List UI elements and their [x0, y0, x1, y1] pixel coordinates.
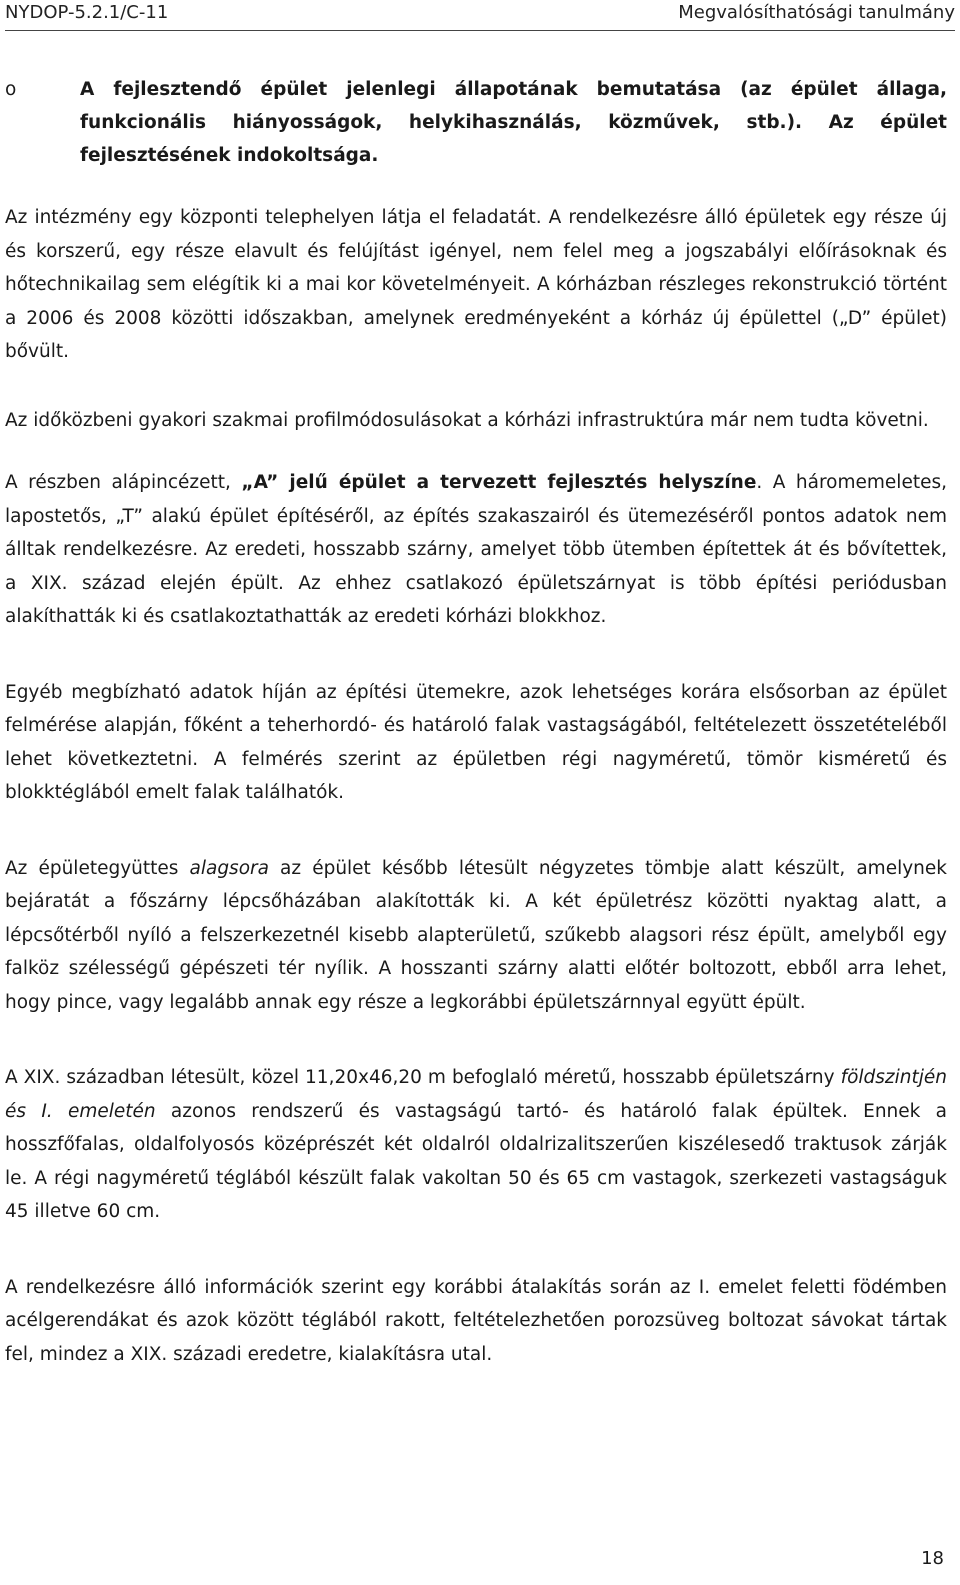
paragraph-3-end: . A háromemeletes, lapostetős, „T” alakú épület építéséről, az építés szakaszairól és ütemezéséről pontos adatok nem álltak rendelkezésre. Az eredeti, hosszabb szárny, amelyet több ütemben építettek át és bővítettek, a XIX. század elején épült. Az ehhez csatlakozó épületszárnyat is több építési periódusban alakíthatták ki és csatlakoztathatták az eredeti kórházi blokkhoz.	[5, 472, 947, 627]
paragraph-6-end: azonos rendszerű és vastagságú tartó- és határoló falak épültek. Ennek a hosszfőfalas, oldalfolyosós középrészét két oldalról oldalrizalitszerűen kiszélesedő traktusok zárják le. A régi nagyméretű téglából készült falak vakoltan 50 és 65 cm vastagok, szerkezeti vastagságuk 45 illetve 60 cm.	[5, 1100, 947, 1222]
bullet-marker: o	[5, 79, 17, 100]
header-document-title: Megvalósíthatósági tanulmány	[678, 2, 955, 23]
page-header	[5, 0, 955, 31]
paragraph-2: Az időközbeni gyakori szakmai profilmódosulásokat a kórházi infrastruktúra már nem tudta követni.	[5, 409, 929, 431]
document-body	[5, 73, 947, 1371]
paragraph-3-start: A részben alápincézett,	[5, 472, 242, 493]
paragraph-5-end: az épület később létesült négyzetes tömbje alatt készült, amelynek bejáratát a főszárny lépcsőházában alakították ki. A két épületrész közötti nyaktag alatt, a lépcsőtérből nyíló a felszerkezetnél kisebb alapterületű, szűkebb alagsori rész épült, amelyből egy falköz szélességű gépészeti tér nyílik. A hosszanti szárny alatti előtér boltozott, ebből arra lehet, hogy pince, vagy legalább annak egy része a legkorábbi épületszárnnyal együtt épült.	[5, 857, 947, 1013]
paragraph-3-bold: „A” jelű épület a tervezett fejlesztés helyszíne	[241, 472, 757, 493]
section-heading	[5, 73, 947, 172]
paragraph-6-italic: földszintjén és I. emeletén	[5, 1067, 947, 1122]
paragraph-3	[5, 466, 947, 634]
paragraph-4: Egyéb megbízható adatok híján az építési ütemekre, azok lehetséges korára elsősorban az épület felmérése alapján, főként a teherhordó- és határoló falak vastagságából, feltételezett összetételéből lehet következtetni. A felmérés szerint az épületben régi nagyméretű, tömör kisméretű és blokktéglából emelt falak találhatók.	[5, 681, 947, 803]
paragraph-6	[5, 1061, 947, 1229]
paragraph-5	[5, 852, 947, 1020]
page-number: 18	[921, 1548, 944, 1569]
header-document-code: NYDOP-5.2.1/C-11	[5, 2, 169, 23]
section-heading-text: A fejlesztendő épület jelenlegi állapotának bemutatása (az épület állaga, funkcionális hiányosságok, helykihasználás, közművek, stb.). Az épület fejlesztésének indokoltsága.	[80, 79, 947, 166]
paragraph-5-start: Az épületegyüttes	[5, 857, 190, 879]
paragraph-5-italic: alagsora	[189, 857, 269, 879]
paragraph-1: Az intézmény egy központi telephelyen látja el feladatát. A rendelkezésre álló épületek egy része új és korszerű, egy része elavult és felújítást igényel, nem felel meg a jogszabályi előírásoknak és hőtechnikailag sem elégítik ki a mai kor követelményeit. A kórházban részleges rekonstrukció történt a 2006 és 2008 közötti időszakban, amelynek eredményeként a kórház új épülettel („D” épület) bővült.	[5, 207, 947, 362]
paragraph-7: A rendelkezésre álló információk szerint egy korábbi átalakítás során az I. emelet feletti födémben acélgerendákat és azok között téglából rakott, feltételezhetően porozsüveg boltozat sávokat tártak fel, mindez a XIX. századi eredetre, kialakításra utal.	[5, 1276, 947, 1365]
paragraph-6-start: A XIX. században létesült, közel 11,20x46,20 m befoglaló méretű, hosszabb épületszárny	[5, 1067, 841, 1088]
